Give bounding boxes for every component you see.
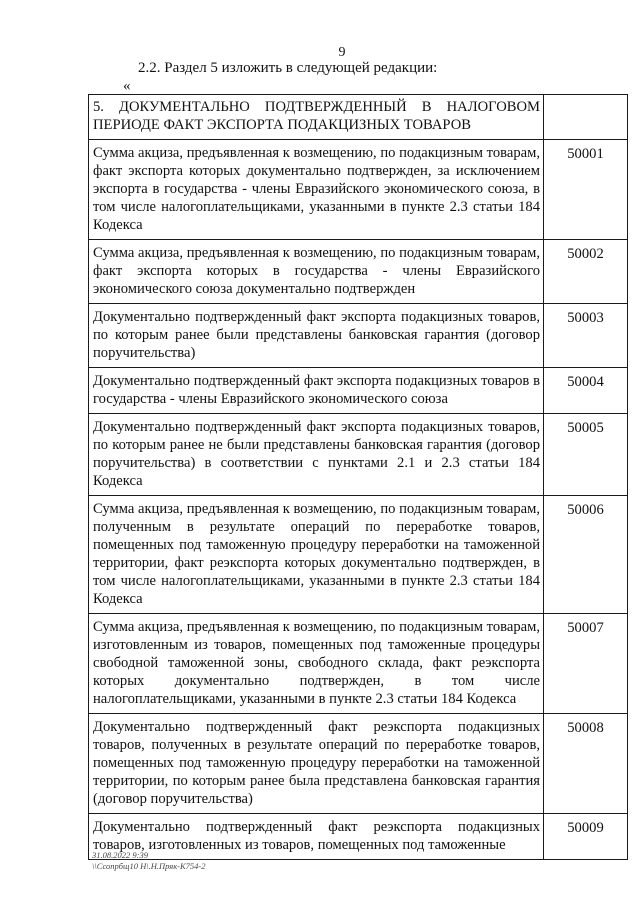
table-row	[89, 140, 628, 240]
page-number: 9	[338, 45, 346, 60]
section-5-table	[88, 94, 628, 860]
row-description: Документально подтвержденный факт экспорта подакцизных товаров, по которым ранее не были представлены банковская гарантия (договор поручительства) в соответствии с пунктами 2.1 и 2.3 статьи 184 Кодекса	[89, 414, 544, 496]
table-row	[89, 304, 628, 368]
footer-timestamp: 31.08.2022 9:39	[92, 850, 148, 860]
row-description: Документально подтвержденный факт реэкспорта подакцизных товаров, полученных в результате операций по переработке товаров, помещенных под таможенную процедуру переработки на таможенной территории, по которым ранее была представлена банковская гарантия (договор поручительства)	[89, 714, 544, 814]
table-row	[89, 240, 628, 304]
row-code: 50004	[544, 368, 628, 414]
row-code: 50007	[544, 614, 628, 714]
table-row	[89, 714, 628, 814]
table-header-cell: 5. ДОКУМЕНТАЛЬНО ПОДТВЕРЖДЕННЫЙ В НАЛОГОВОМ ПЕРИОДЕ ФАКТ ЭКСПОРТА ПОДАКЦИЗНЫХ ТОВАРОВ	[89, 95, 544, 140]
row-description: Сумма акциза, предъявленная к возмещению, по подакцизным товарам, факт экспорта которых документально подтвержден, за исключением экспорта в государства - члены Евразийского экономического союза, в том числе налогоплательщиками, указанными в пункте 2.3 статьи 184 Кодекса	[89, 140, 544, 240]
opening-quote-mark: «	[123, 78, 131, 94]
footer-file-path: \\Ссопрбщ10 Н\.Н.Пряк-К754-2	[92, 861, 206, 871]
row-code: 50002	[544, 240, 628, 304]
row-description: Сумма акциза, предъявленная к возмещению, по подакцизным товарам, полученным в результате операций по переработке товаров, помещенных под таможенную процедуру переработки на таможенной территории, факт реэкспорта которых документально подтвержден, в том числе налогоплательщиками, указанными в пункте 2.3 статьи 184 Кодекса	[89, 496, 544, 614]
row-description: Сумма акциза, предъявленная к возмещению, по подакцизным товарам, факт экспорта которых в государства - члены Евразийского экономического союза документально подтвержден	[89, 240, 544, 304]
table-row	[89, 496, 628, 614]
row-code: 50005	[544, 414, 628, 496]
row-description: Документально подтвержденный факт экспорта подакцизных товаров, по которым ранее были представлены банковская гарантия (договор поручительства)	[89, 304, 544, 368]
row-code: 50001	[544, 140, 628, 240]
intro-text: 2.2. Раздел 5 изложить в следующей редакции:	[138, 60, 438, 76]
table-row	[89, 414, 628, 496]
row-code: 50003	[544, 304, 628, 368]
row-description: Документально подтвержденный факт экспорта подакцизных товаров в государства - члены Евразийского экономического союза	[89, 368, 544, 414]
table-header-code-cell	[544, 95, 628, 140]
row-code: 50009	[544, 814, 628, 860]
row-code: 50006	[544, 496, 628, 614]
table-row	[89, 614, 628, 714]
table-header-row	[89, 95, 628, 140]
row-description: Документально подтвержденный факт реэкспорта подакцизных товаров, изготовленных из товаров, помещенных под таможенные	[89, 814, 544, 860]
table-row	[89, 368, 628, 414]
document-footer	[92, 850, 205, 872]
row-code: 50008	[544, 714, 628, 814]
row-description: Сумма акциза, предъявленная к возмещению, по подакцизным товарам, изготовленным из товаров, помещенных под таможенные процедуры свободной таможенной зоны, свободного склада, факт реэкспорта которых документально подтвержден, в том числе налогоплательщиками, указанными в пункте 2.3 статьи 184 Кодекса	[89, 614, 544, 714]
